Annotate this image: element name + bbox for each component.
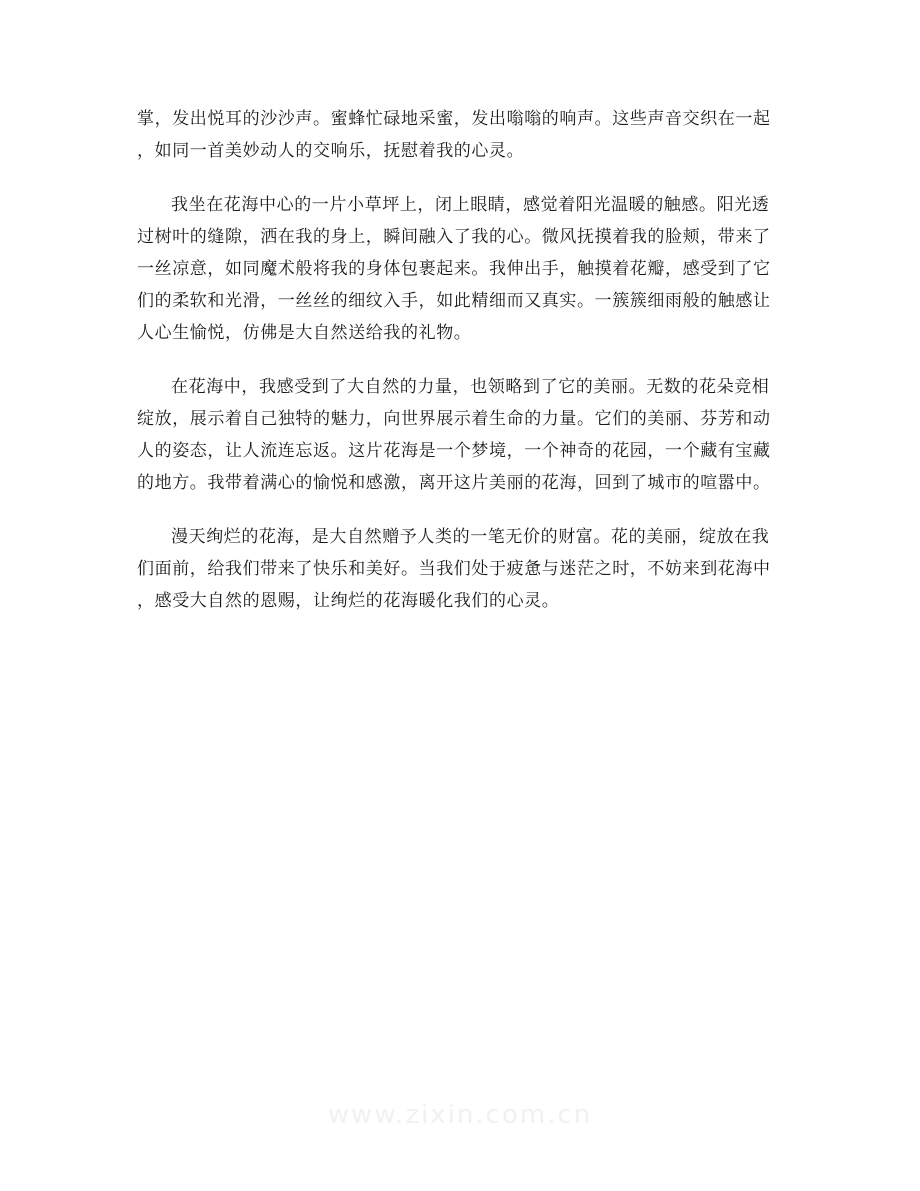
text-line: 过树叶的缝隙，洒在我的身上，瞬间融入了我的心。微风抚摸着我的脸颊，带来了 <box>137 227 771 247</box>
text-line: 们面前，给我们带来了快乐和美好。当我们处于疲惫与迷茫之时，不妨来到花海中 <box>137 559 771 579</box>
paragraph-2 <box>137 189 787 349</box>
paragraph-4 <box>137 521 787 617</box>
text-line: 掌，发出悦耳的沙沙声。蜜蜂忙碌地采蜜，发出嗡嗡的响声。这些声音交织在一起 <box>137 109 771 129</box>
text-line: ，感受大自然的恩赐，让绚烂的花海暖化我们的心灵。 <box>137 591 560 611</box>
text-line: 人心生愉悦，仿佛是大自然送给我的礼物。 <box>137 323 472 343</box>
watermark: www.zixin.com.cn <box>327 1100 593 1130</box>
paragraph-3 <box>137 371 787 499</box>
text-line: 的地方。我带着满心的愉悦和感激，离开这片美丽的花海，回到了城市的喧嚣中。 <box>137 473 771 493</box>
text-line: 们的柔软和光滑，一丝丝的细纹入手，如此精细而又真实。一簇簇细雨般的触感让 <box>137 291 771 311</box>
text-line: 我坐在花海中心的一片小草坪上，闭上眼睛，感觉着阳光温暖的触感。阳光透 <box>171 195 770 215</box>
text-line: 绽放，展示着自己独特的魅力，向世界展示着生命的力量。它们的美丽、芬芳和动 <box>137 409 771 429</box>
paragraph-1 <box>137 103 787 167</box>
text-line: 漫天绚烂的花海，是大自然赠予人类的一笔无价的财富。花的美丽，绽放在我 <box>171 527 770 547</box>
article-body <box>137 103 787 639</box>
text-line: 在花海中，我感受到了大自然的力量，也领略到了它的美丽。无数的花朵竞相 <box>171 377 770 397</box>
text-line: 人的姿态，让人流连忘返。这片花海是一个梦境，一个神奇的花园，一个藏有宝藏 <box>137 441 771 461</box>
text-line: 一丝凉意，如同魔术般将我的身体包裹起来。我伸出手，触摸着花瓣，感受到了它 <box>137 259 771 279</box>
text-line: ，如同一首美妙动人的交响乐，抚慰着我的心灵。 <box>137 141 525 161</box>
